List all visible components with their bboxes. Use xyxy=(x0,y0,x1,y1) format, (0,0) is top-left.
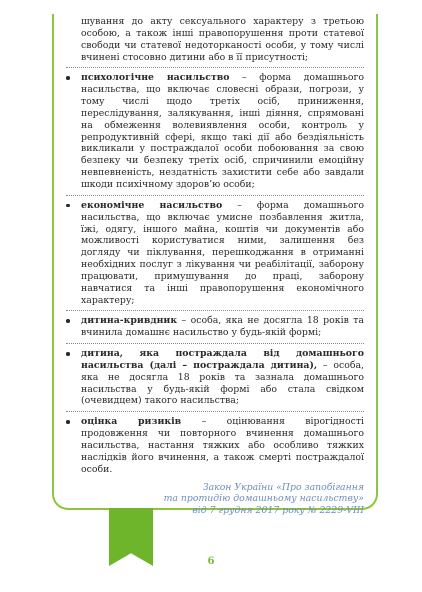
definition-term: дитина-кривдник xyxy=(81,315,178,327)
paragraph-continued xyxy=(66,16,364,63)
definition-term: дитина, яка постраждала від домашнього насильства (далі – постраждала дитина), xyxy=(81,348,364,371)
definition-term: оцінка ризиків xyxy=(81,416,182,428)
citation-line: від 7 грудня 2017 року № 2229-VIII xyxy=(192,505,364,517)
bullet-icon xyxy=(66,204,70,208)
definition-economic-violence xyxy=(66,200,364,307)
definition-risk-assessment xyxy=(66,416,364,475)
definition-affected-child xyxy=(66,348,364,407)
definition-psychological-violence xyxy=(66,72,364,190)
citation-line: Закон України «Про запобігання xyxy=(202,481,364,493)
definition-text: – форма домашнього насильства, що включає умисне позбавлення житла, їжі, одягу, іншого майна, коштів чи документів або можливості користуватися ними, залишення без догляду чи піклування, перешкоджання в отриманні необхідних послуг з лікування чи реабілітації, заборону працювати, примушування до праці, заборону навчатися та інші правопорушення економічного характеру; xyxy=(81,199,364,306)
definition-child-offender xyxy=(66,315,364,339)
dotted-separator xyxy=(66,343,364,344)
paragraph-text: шування до акту сексуального характеру з третьою особою, а також інші правопорушення проти статевої свободи чи статевої недоторканості особи, у тому числі вчинені стосовно дитини або в її присутності; xyxy=(81,16,364,63)
definition-text: – форма домашнього насильства, що включає словесні образи, погрози, у тому числі щодо третіх осіб, приниження, переслідування, залякування, інші діяння, спрямовані на обмеження волевиявлення особи, контроль у репродуктивній сфері, якщо такі дії або бездіяльність викликали у постраждалої особи побоювання за свою безпеку чи безпеку третіх осіб, спричинили емоційну невпевненість, нездатність захистити себе або завдали шкоди психічному здоров’ю особи; xyxy=(81,72,364,190)
dotted-separator xyxy=(66,411,364,412)
dotted-separator xyxy=(66,67,364,68)
definition-term: психологічне насильство xyxy=(81,72,230,84)
dotted-separator xyxy=(66,195,364,196)
bullet-icon xyxy=(66,319,70,323)
definition-term: економічне насильство xyxy=(81,199,223,211)
page-number: 6 xyxy=(207,556,215,567)
bullet-icon xyxy=(66,76,70,80)
definition-text: – оцінювання вірогідності продовження чи повторного вчинення домашнього насильства, настання тяжких або особливо тяжких наслідків його вчинення, а також смерті постраждалої особи. xyxy=(81,416,364,475)
document-body xyxy=(66,16,364,517)
citation-line: та протидію домашньому насильству» xyxy=(163,493,364,505)
definition-text: – особа, яка не досягла 18 років та зазнала домашнього насильства у будь-якій формі або стала свідком (очевидцем) такого насильства; xyxy=(81,359,365,407)
bullet-icon xyxy=(66,420,70,424)
bullet-icon xyxy=(66,352,70,356)
law-citation xyxy=(66,482,364,517)
dotted-separator xyxy=(66,310,364,311)
definition-text: – особа, яка не досягла 18 років та вчинила домашнє насильство у будь-якій формі; xyxy=(81,315,364,339)
